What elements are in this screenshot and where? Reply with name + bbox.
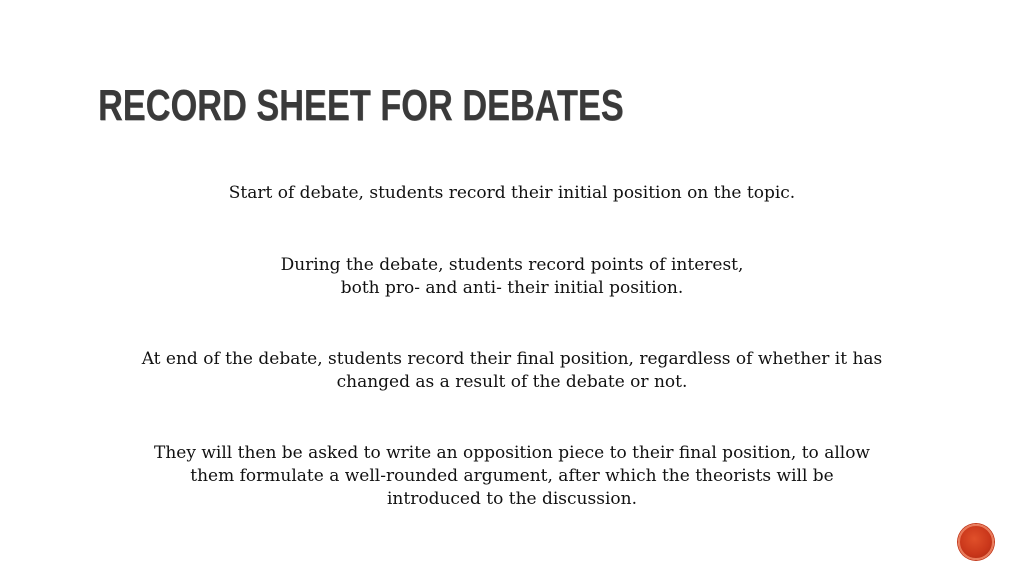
paragraph-start-of-debate (60, 182, 964, 205)
paragraph-during-debate (60, 254, 964, 300)
paragraph-end-of-debate (60, 348, 964, 394)
paragraph-line: introduced to the discussion. (387, 489, 637, 509)
slide-title: RECORD SHEET FOR DEBATES (98, 81, 624, 130)
paragraph-line: both pro- and anti- their initial position. (340, 278, 684, 298)
paragraph-line: At end of the debate, students record their final position, regardless of whether it has (141, 349, 883, 369)
paragraph-line: They will then be asked to write an opposition piece to their final position, to allow (153, 443, 870, 463)
paragraph-opposition-piece (60, 442, 964, 511)
paragraph-line: changed as a result of the debate or not. (336, 372, 688, 392)
slide-nav-button[interactable] (958, 524, 994, 560)
paragraph-line: Start of debate, students record their initial position on the topic. (228, 183, 796, 203)
paragraph-line: them formulate a well-rounded argument, after which the theorists will be (190, 466, 834, 486)
paragraph-line: During the debate, students record points of interest, (280, 255, 744, 275)
